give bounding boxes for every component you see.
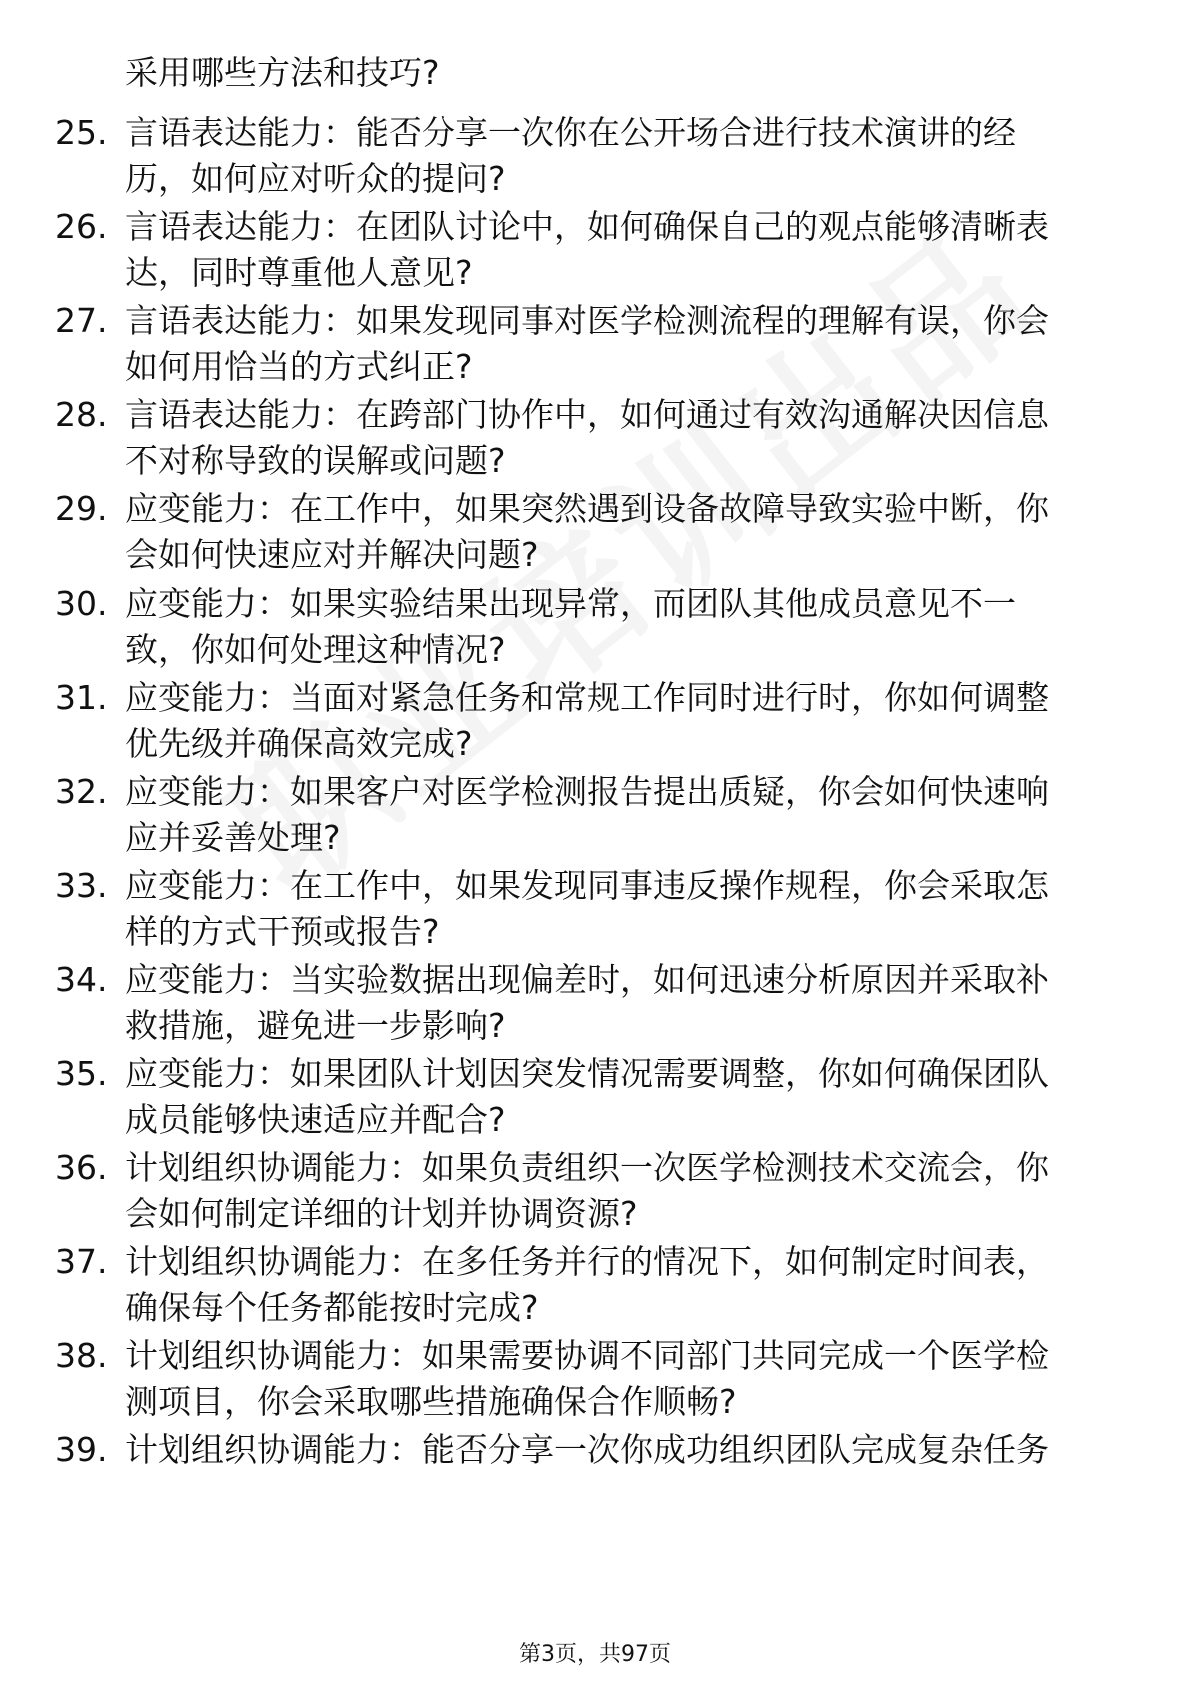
- item-text-line2: 不对称导致的误解或问题?: [125, 441, 506, 480]
- item-text-line1: 计划组织协调能力：如果需要协调不同部门共同完成一个医学检: [125, 1336, 1049, 1375]
- item-text-line1: 应变能力：当面对紧急任务和常规工作同时进行时，你如何调整: [125, 678, 1049, 717]
- item-text-line2: 优先级并确保高效完成?: [125, 724, 473, 763]
- item-number: 29.: [55, 489, 108, 528]
- item-text-line1: 应变能力：如果团队计划因突发情况需要调整，你如何确保团队: [125, 1054, 1049, 1093]
- item-number: 25.: [55, 113, 108, 152]
- item-text-line2: 测项目，你会采取哪些措施确保合作顺畅?: [125, 1382, 737, 1421]
- item-number: 32.: [55, 772, 108, 811]
- item-text-line2: 达，同时尊重他人意见?: [125, 253, 473, 292]
- item-number: 31.: [55, 678, 108, 717]
- item-text-line2: 样的方式干预或报告?: [125, 912, 440, 951]
- page-footer: 第3页，共97页: [519, 1642, 671, 1667]
- item-text-line1: 应变能力：在工作中，如果突然遇到设备故障导致实验中断，你: [125, 489, 1049, 528]
- item-number: 30.: [55, 584, 108, 623]
- item-text-line1: 计划组织协调能力：能否分享一次你成功组织团队完成复杂任务: [125, 1430, 1049, 1469]
- item-text-line1: 计划组织协调能力：如果负责组织一次医学检测技术交流会，你: [125, 1148, 1049, 1187]
- item-text-line1: 应变能力：如果客户对医学检测报告提出质疑，你会如何快速响: [125, 772, 1049, 811]
- item-text-line1: 言语表达能力：在团队讨论中，如何确保自己的观点能够清晰表: [125, 207, 1049, 246]
- item-number: 28.: [55, 395, 108, 434]
- item-number: 38.: [55, 1336, 108, 1375]
- item-text-line2: 致，你如何处理这种情况?: [125, 630, 506, 669]
- item-text-line2: 救措施，避免进一步影响?: [125, 1006, 506, 1045]
- item-number: 39.: [55, 1430, 108, 1469]
- item-number: 35.: [55, 1054, 108, 1093]
- item-text-line1: 言语表达能力：能否分享一次你在公开场合进行技术演讲的经: [125, 113, 1016, 152]
- item-number: 27.: [55, 301, 108, 340]
- item-number: 37.: [55, 1242, 108, 1281]
- item-text-line2: 历，如何应对听众的提问?: [125, 159, 506, 198]
- continuation-line: 采用哪些方法和技巧?: [125, 53, 440, 92]
- item-number: 26.: [55, 207, 108, 246]
- item-text-line2: 会如何制定详细的计划并协调资源?: [125, 1194, 638, 1233]
- item-text-line2: 应并妥善处理?: [125, 818, 341, 857]
- item-text-line1: 应变能力：当实验数据出现偏差时，如何迅速分析原因并采取补: [125, 960, 1049, 999]
- item-text-line1: 言语表达能力：如果发现同事对医学检测流程的理解有误，你会: [125, 301, 1049, 340]
- item-text-line1: 应变能力：如果实验结果出现异常，而团队其他成员意见不一: [125, 584, 1016, 623]
- item-text-line1: 计划组织协调能力：在多任务并行的情况下，如何制定时间表，: [125, 1242, 1049, 1281]
- item-text-line1: 应变能力：在工作中，如果发现同事违反操作规程，你会采取怎: [125, 866, 1049, 905]
- item-number: 33.: [55, 866, 108, 905]
- item-text-line1: 言语表达能力：在跨部门协作中，如何通过有效沟通解决因信息: [125, 395, 1049, 434]
- item-number: 36.: [55, 1148, 108, 1187]
- item-text-line2: 如何用恰当的方式纠正?: [125, 347, 473, 386]
- item-text-line2: 会如何快速应对并解决问题?: [125, 535, 539, 574]
- item-text-line2: 成员能够快速适应并配合?: [125, 1100, 506, 1139]
- item-number: 34.: [55, 960, 108, 999]
- item-text-line2: 确保每个任务都能按时完成?: [125, 1288, 539, 1327]
